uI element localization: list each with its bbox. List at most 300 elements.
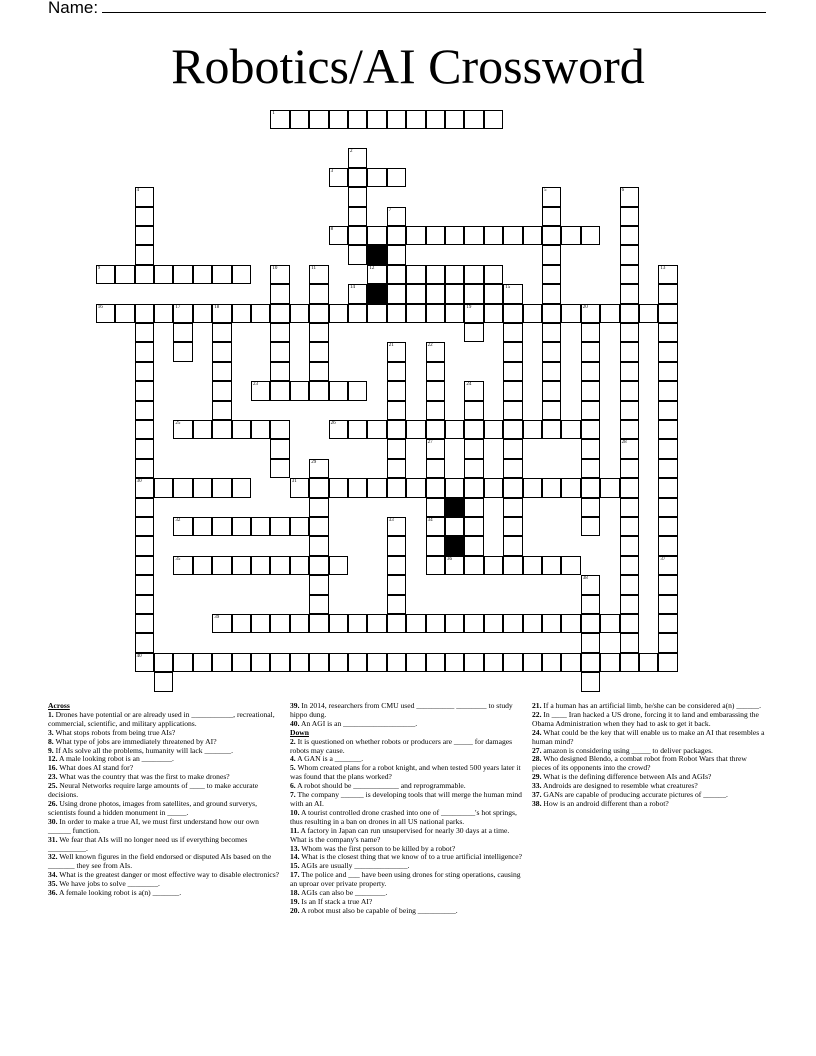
crossword-cell[interactable] — [620, 284, 639, 303]
crossword-cell[interactable] — [387, 401, 406, 420]
crossword-cell[interactable] — [387, 226, 406, 245]
crossword-cell[interactable] — [426, 614, 445, 633]
crossword-cell[interactable] — [212, 653, 231, 672]
crossword-cell[interactable] — [348, 614, 367, 633]
crossword-cell[interactable] — [503, 536, 522, 555]
crossword-cell[interactable] — [135, 362, 154, 381]
crossword-cell[interactable] — [581, 517, 600, 536]
crossword-cell[interactable] — [484, 265, 503, 284]
crossword-cell[interactable] — [115, 265, 134, 284]
crossword-cell[interactable] — [484, 478, 503, 497]
crossword-cell[interactable] — [620, 498, 639, 517]
crossword-cell[interactable] — [309, 556, 328, 575]
crossword-cell[interactable] — [581, 342, 600, 361]
crossword-cell[interactable] — [135, 633, 154, 652]
crossword-cell[interactable] — [464, 110, 483, 129]
crossword-cell[interactable] — [542, 420, 561, 439]
crossword-cell[interactable] — [212, 478, 231, 497]
crossword-cell[interactable] — [135, 459, 154, 478]
crossword-cell[interactable] — [309, 575, 328, 594]
crossword-cell[interactable] — [503, 556, 522, 575]
crossword-cell[interactable] — [251, 517, 270, 536]
crossword-cell[interactable] — [658, 362, 677, 381]
crossword-cell[interactable] — [270, 420, 289, 439]
crossword-cell[interactable] — [367, 478, 386, 497]
crossword-cell[interactable] — [270, 284, 289, 303]
crossword-cell[interactable] — [173, 517, 192, 536]
crossword-cell[interactable] — [445, 420, 464, 439]
crossword-cell[interactable] — [154, 265, 173, 284]
crossword-cell[interactable] — [542, 342, 561, 361]
crossword-cell[interactable] — [115, 304, 134, 323]
crossword-cell[interactable] — [503, 439, 522, 458]
crossword-cell[interactable] — [173, 556, 192, 575]
crossword-cell[interactable] — [542, 304, 561, 323]
crossword-cell[interactable] — [173, 342, 192, 361]
crossword-cell[interactable] — [620, 342, 639, 361]
crossword-cell[interactable] — [270, 381, 289, 400]
crossword-cell[interactable] — [406, 304, 425, 323]
crossword-cell[interactable] — [387, 110, 406, 129]
crossword-cell[interactable] — [523, 304, 542, 323]
crossword-cell[interactable] — [387, 265, 406, 284]
crossword-cell[interactable] — [270, 653, 289, 672]
crossword-cell[interactable] — [406, 420, 425, 439]
crossword-cell[interactable] — [96, 265, 115, 284]
crossword-cell[interactable] — [503, 459, 522, 478]
crossword-cell[interactable] — [309, 478, 328, 497]
crossword-cell[interactable] — [232, 304, 251, 323]
crossword-cell[interactable] — [445, 478, 464, 497]
crossword-cell[interactable] — [542, 401, 561, 420]
crossword-cell[interactable] — [581, 672, 600, 691]
crossword-cell[interactable] — [542, 226, 561, 245]
crossword-cell[interactable] — [154, 478, 173, 497]
crossword-cell[interactable] — [135, 245, 154, 264]
crossword-cell[interactable] — [484, 226, 503, 245]
crossword-cell[interactable] — [173, 265, 192, 284]
crossword-cell[interactable] — [193, 265, 212, 284]
crossword-cell[interactable] — [367, 304, 386, 323]
crossword-cell[interactable] — [367, 614, 386, 633]
crossword-cell[interactable] — [523, 226, 542, 245]
crossword-cell[interactable] — [658, 459, 677, 478]
crossword-cell[interactable] — [387, 420, 406, 439]
crossword-cell[interactable] — [445, 304, 464, 323]
crossword-cell[interactable] — [464, 439, 483, 458]
crossword-cell[interactable] — [561, 556, 580, 575]
crossword-cell[interactable] — [620, 323, 639, 342]
crossword-cell[interactable] — [600, 653, 619, 672]
crossword-cell[interactable] — [329, 653, 348, 672]
crossword-cell[interactable] — [406, 265, 425, 284]
crossword-cell[interactable] — [270, 342, 289, 361]
crossword-cell[interactable] — [387, 536, 406, 555]
crossword-cell[interactable] — [581, 459, 600, 478]
crossword-cell[interactable] — [212, 420, 231, 439]
crossword-cell[interactable] — [135, 323, 154, 342]
crossword-cell[interactable] — [581, 614, 600, 633]
crossword-cell[interactable] — [212, 304, 231, 323]
crossword-cell[interactable] — [193, 304, 212, 323]
crossword-cell[interactable] — [135, 401, 154, 420]
crossword-cell[interactable] — [620, 439, 639, 458]
crossword-cell[interactable] — [348, 478, 367, 497]
crossword-cell[interactable] — [523, 556, 542, 575]
crossword-cell[interactable] — [348, 207, 367, 226]
crossword-cell[interactable] — [406, 478, 425, 497]
crossword-cell[interactable] — [426, 653, 445, 672]
crossword-cell[interactable] — [212, 342, 231, 361]
crossword-cell[interactable] — [270, 439, 289, 458]
crossword-cell[interactable] — [193, 517, 212, 536]
crossword-cell[interactable] — [290, 381, 309, 400]
crossword-cell[interactable] — [484, 556, 503, 575]
crossword-cell[interactable] — [464, 323, 483, 342]
crossword-cell[interactable] — [600, 478, 619, 497]
crossword-cell[interactable] — [387, 284, 406, 303]
crossword-cell[interactable] — [290, 110, 309, 129]
crossword-cell[interactable] — [232, 265, 251, 284]
crossword-cell[interactable] — [426, 381, 445, 400]
crossword-cell[interactable] — [561, 226, 580, 245]
crossword-cell[interactable] — [581, 478, 600, 497]
crossword-cell[interactable] — [426, 459, 445, 478]
crossword-cell[interactable] — [445, 653, 464, 672]
crossword-cell[interactable] — [426, 420, 445, 439]
crossword-cell[interactable] — [658, 517, 677, 536]
crossword-cell[interactable] — [309, 110, 328, 129]
crossword-cell[interactable] — [135, 226, 154, 245]
crossword-cell[interactable] — [445, 284, 464, 303]
crossword-cell[interactable] — [639, 653, 658, 672]
crossword-cell[interactable] — [135, 575, 154, 594]
crossword-cell[interactable] — [387, 207, 406, 226]
crossword-cell[interactable] — [232, 653, 251, 672]
crossword-cell[interactable] — [309, 653, 328, 672]
crossword-cell[interactable] — [367, 653, 386, 672]
crossword-cell[interactable] — [367, 226, 386, 245]
crossword-cell[interactable] — [464, 265, 483, 284]
crossword-cell[interactable] — [290, 517, 309, 536]
crossword-cell[interactable] — [542, 323, 561, 342]
crossword-cell[interactable] — [309, 498, 328, 517]
crossword-cell[interactable] — [658, 536, 677, 555]
crossword-cell[interactable] — [348, 653, 367, 672]
crossword-cell[interactable] — [620, 265, 639, 284]
crossword-cell[interactable] — [620, 459, 639, 478]
crossword-cell[interactable] — [135, 381, 154, 400]
crossword-cell[interactable] — [348, 110, 367, 129]
crossword-cell[interactable] — [251, 420, 270, 439]
crossword-cell[interactable] — [309, 342, 328, 361]
crossword-cell[interactable] — [658, 401, 677, 420]
crossword-cell[interactable] — [426, 110, 445, 129]
crossword-cell[interactable] — [387, 381, 406, 400]
crossword-cell[interactable] — [464, 478, 483, 497]
crossword-cell[interactable] — [523, 614, 542, 633]
crossword-cell[interactable] — [503, 420, 522, 439]
crossword-cell[interactable] — [542, 187, 561, 206]
crossword-cell[interactable] — [426, 517, 445, 536]
crossword-cell[interactable] — [387, 478, 406, 497]
crossword-cell[interactable] — [581, 401, 600, 420]
crossword-cell[interactable] — [620, 556, 639, 575]
crossword-cell[interactable] — [503, 342, 522, 361]
crossword-cell[interactable] — [561, 653, 580, 672]
crossword-cell[interactable] — [387, 595, 406, 614]
crossword-cell[interactable] — [135, 536, 154, 555]
crossword-cell[interactable] — [387, 614, 406, 633]
crossword-cell[interactable] — [135, 556, 154, 575]
crossword-cell[interactable] — [581, 362, 600, 381]
crossword-cell[interactable] — [561, 614, 580, 633]
crossword-cell[interactable] — [542, 381, 561, 400]
crossword-cell[interactable] — [387, 517, 406, 536]
crossword-cell[interactable] — [503, 304, 522, 323]
crossword-cell[interactable] — [309, 284, 328, 303]
crossword-cell[interactable] — [309, 265, 328, 284]
crossword-cell[interactable] — [426, 304, 445, 323]
crossword-cell[interactable] — [309, 614, 328, 633]
crossword-cell[interactable] — [135, 342, 154, 361]
crossword-cell[interactable] — [620, 362, 639, 381]
crossword-cell[interactable] — [173, 304, 192, 323]
crossword-cell[interactable] — [581, 595, 600, 614]
crossword-cell[interactable] — [542, 653, 561, 672]
crossword-cell[interactable] — [387, 342, 406, 361]
crossword-cell[interactable] — [658, 381, 677, 400]
crossword-cell[interactable] — [426, 536, 445, 555]
crossword-cell[interactable] — [212, 401, 231, 420]
crossword-cell[interactable] — [620, 245, 639, 264]
crossword-cell[interactable] — [290, 653, 309, 672]
crossword-cell[interactable] — [426, 478, 445, 497]
crossword-cell[interactable] — [445, 110, 464, 129]
crossword-cell[interactable] — [445, 226, 464, 245]
crossword-cell[interactable] — [484, 420, 503, 439]
crossword-cell[interactable] — [620, 187, 639, 206]
crossword-cell[interactable] — [658, 304, 677, 323]
crossword-cell[interactable] — [173, 653, 192, 672]
crossword-cell[interactable] — [484, 653, 503, 672]
crossword-cell[interactable] — [445, 517, 464, 536]
crossword-cell[interactable] — [600, 614, 619, 633]
crossword-cell[interactable] — [251, 653, 270, 672]
crossword-cell[interactable] — [503, 323, 522, 342]
crossword-cell[interactable] — [464, 381, 483, 400]
crossword-cell[interactable] — [503, 614, 522, 633]
crossword-cell[interactable] — [581, 381, 600, 400]
crossword-cell[interactable] — [542, 265, 561, 284]
crossword-cell[interactable] — [270, 517, 289, 536]
crossword-cell[interactable] — [309, 323, 328, 342]
crossword-cell[interactable] — [387, 245, 406, 264]
crossword-cell[interactable] — [290, 556, 309, 575]
crossword-cell[interactable] — [348, 226, 367, 245]
crossword-cell[interactable] — [620, 595, 639, 614]
crossword-cell[interactable] — [387, 459, 406, 478]
crossword-cell[interactable] — [503, 498, 522, 517]
crossword-cell[interactable] — [464, 556, 483, 575]
crossword-cell[interactable] — [464, 284, 483, 303]
crossword-cell[interactable] — [329, 304, 348, 323]
crossword-cell[interactable] — [542, 245, 561, 264]
crossword-cell[interactable] — [406, 110, 425, 129]
crossword-cell[interactable] — [329, 168, 348, 187]
crossword-cell[interactable] — [561, 420, 580, 439]
crossword-cell[interactable] — [658, 478, 677, 497]
crossword-cell[interactable] — [154, 653, 173, 672]
crossword-cell[interactable] — [620, 207, 639, 226]
crossword-cell[interactable] — [426, 362, 445, 381]
crossword-cell[interactable] — [212, 265, 231, 284]
crossword-cell[interactable] — [445, 556, 464, 575]
crossword-cell[interactable] — [484, 304, 503, 323]
crossword-cell[interactable] — [523, 420, 542, 439]
crossword-cell[interactable] — [581, 653, 600, 672]
crossword-cell[interactable] — [426, 226, 445, 245]
crossword-cell[interactable] — [290, 304, 309, 323]
crossword-cell[interactable] — [542, 478, 561, 497]
crossword-cell[interactable] — [503, 284, 522, 303]
crossword-cell[interactable] — [329, 420, 348, 439]
crossword-cell[interactable] — [426, 265, 445, 284]
crossword-cell[interactable] — [212, 323, 231, 342]
crossword-cell[interactable] — [581, 304, 600, 323]
crossword-cell[interactable] — [581, 498, 600, 517]
crossword-cell[interactable] — [232, 478, 251, 497]
crossword-cell[interactable] — [367, 420, 386, 439]
crossword-cell[interactable] — [348, 284, 367, 303]
crossword-cell[interactable] — [329, 556, 348, 575]
crossword-cell[interactable] — [348, 187, 367, 206]
crossword-cell[interactable] — [193, 478, 212, 497]
crossword-cell[interactable] — [387, 168, 406, 187]
crossword-cell[interactable] — [658, 614, 677, 633]
crossword-cell[interactable] — [464, 517, 483, 536]
crossword-cell[interactable] — [581, 575, 600, 594]
crossword-cell[interactable] — [620, 226, 639, 245]
crossword-cell[interactable] — [620, 517, 639, 536]
crossword-cell[interactable] — [367, 168, 386, 187]
crossword-cell[interactable] — [232, 420, 251, 439]
crossword-cell[interactable] — [503, 653, 522, 672]
crossword-cell[interactable] — [464, 226, 483, 245]
crossword-cell[interactable] — [581, 633, 600, 652]
crossword-cell[interactable] — [309, 595, 328, 614]
crossword-cell[interactable] — [658, 265, 677, 284]
crossword-cell[interactable] — [426, 556, 445, 575]
crossword-cell[interactable] — [445, 265, 464, 284]
crossword-cell[interactable] — [173, 323, 192, 342]
crossword-cell[interactable] — [270, 265, 289, 284]
crossword-cell[interactable] — [658, 342, 677, 361]
crossword-cell[interactable] — [309, 536, 328, 555]
crossword-cell[interactable] — [232, 517, 251, 536]
crossword-cell[interactable] — [406, 226, 425, 245]
crossword-cell[interactable] — [561, 304, 580, 323]
crossword-cell[interactable] — [464, 420, 483, 439]
crossword-cell[interactable] — [348, 304, 367, 323]
crossword-cell[interactable] — [658, 498, 677, 517]
crossword-cell[interactable] — [329, 226, 348, 245]
crossword-cell[interactable] — [581, 420, 600, 439]
crossword-cell[interactable] — [503, 517, 522, 536]
crossword-cell[interactable] — [464, 653, 483, 672]
crossword-cell[interactable] — [426, 439, 445, 458]
crossword-cell[interactable] — [658, 633, 677, 652]
crossword-cell[interactable] — [561, 478, 580, 497]
crossword-cell[interactable] — [620, 304, 639, 323]
crossword-cell[interactable] — [309, 362, 328, 381]
crossword-cell[interactable] — [542, 556, 561, 575]
crossword-cell[interactable] — [154, 304, 173, 323]
crossword-cell[interactable] — [270, 362, 289, 381]
crossword-cell[interactable] — [270, 614, 289, 633]
crossword-cell[interactable] — [600, 304, 619, 323]
crossword-cell[interactable] — [503, 381, 522, 400]
crossword-cell[interactable] — [309, 517, 328, 536]
crossword-cell[interactable] — [658, 323, 677, 342]
crossword-cell[interactable] — [542, 362, 561, 381]
crossword-cell[interactable] — [135, 653, 154, 672]
crossword-cell[interactable] — [658, 284, 677, 303]
crossword-cell[interactable] — [426, 498, 445, 517]
crossword-cell[interactable] — [329, 614, 348, 633]
crossword-cell[interactable] — [309, 459, 328, 478]
crossword-cell[interactable] — [173, 420, 192, 439]
crossword-cell[interactable] — [639, 304, 658, 323]
crossword-cell[interactable] — [620, 381, 639, 400]
crossword-cell[interactable] — [270, 556, 289, 575]
crossword-cell[interactable] — [193, 556, 212, 575]
crossword-cell[interactable] — [212, 556, 231, 575]
crossword-cell[interactable] — [348, 148, 367, 167]
crossword-cell[interactable] — [464, 304, 483, 323]
crossword-cell[interactable] — [212, 517, 231, 536]
crossword-cell[interactable] — [96, 304, 115, 323]
crossword-cell[interactable] — [270, 323, 289, 342]
crossword-cell[interactable] — [135, 207, 154, 226]
crossword-cell[interactable] — [620, 536, 639, 555]
crossword-cell[interactable] — [542, 614, 561, 633]
crossword-cell[interactable] — [367, 110, 386, 129]
crossword-cell[interactable] — [270, 459, 289, 478]
crossword-cell[interactable] — [309, 381, 328, 400]
crossword-cell[interactable] — [251, 556, 270, 575]
crossword-cell[interactable] — [135, 498, 154, 517]
crossword-cell[interactable] — [348, 420, 367, 439]
crossword-cell[interactable] — [426, 401, 445, 420]
crossword-cell[interactable] — [484, 284, 503, 303]
crossword-cell[interactable] — [464, 614, 483, 633]
crossword-cell[interactable] — [251, 381, 270, 400]
crossword-cell[interactable] — [232, 614, 251, 633]
crossword-cell[interactable] — [406, 614, 425, 633]
crossword-cell[interactable] — [135, 420, 154, 439]
crossword-cell[interactable] — [348, 381, 367, 400]
crossword-cell[interactable] — [135, 478, 154, 497]
crossword-cell[interactable] — [135, 187, 154, 206]
crossword-cell[interactable] — [135, 265, 154, 284]
crossword-cell[interactable] — [542, 284, 561, 303]
crossword-cell[interactable] — [484, 110, 503, 129]
crossword-cell[interactable] — [620, 653, 639, 672]
crossword-cell[interactable] — [212, 381, 231, 400]
crossword-cell[interactable] — [464, 498, 483, 517]
crossword-cell[interactable] — [620, 420, 639, 439]
